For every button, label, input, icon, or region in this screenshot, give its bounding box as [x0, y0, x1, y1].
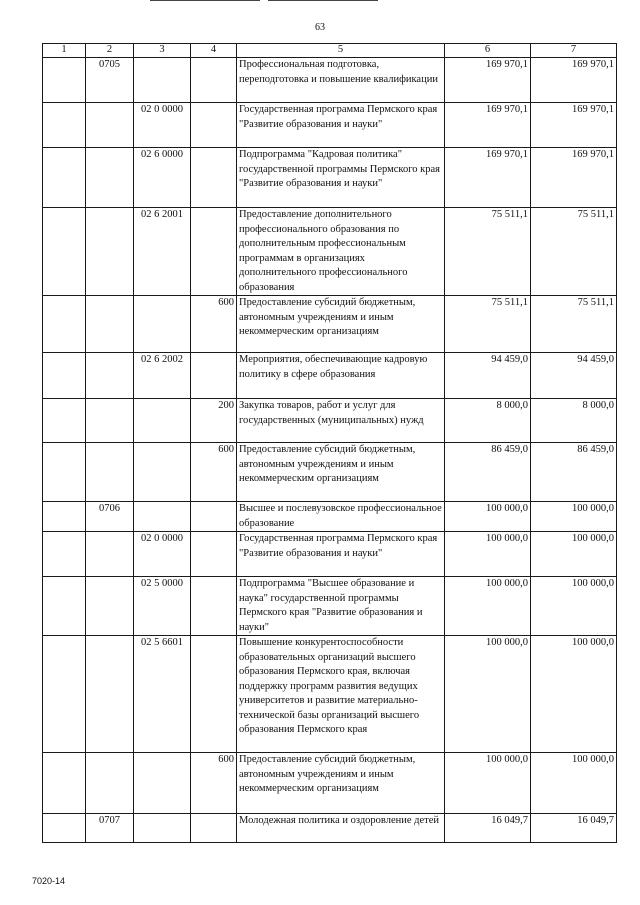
- cell-expense-type: [191, 208, 237, 296]
- table-row: [43, 399, 617, 443]
- cell-section: 0707: [86, 814, 134, 843]
- cell-expense-type: [191, 577, 237, 636]
- cell-section: 0705: [86, 58, 134, 103]
- table-row: [43, 208, 617, 296]
- cell-section: [86, 296, 134, 353]
- cell-section: [86, 399, 134, 443]
- cell-col-1: [43, 636, 86, 753]
- table-row: [43, 636, 617, 753]
- cell-article: [134, 296, 191, 353]
- cell-expense-type: [191, 502, 237, 532]
- cell-amount-6: 75 511,1: [445, 296, 531, 353]
- cell-name: Предоставление субсидий бюджетным, автономным учреждениям и иным некоммерческим организациям: [237, 296, 445, 353]
- cell-amount-6: 100 000,0: [445, 577, 531, 636]
- cell-amount-7: 75 511,1: [531, 208, 617, 296]
- cell-expense-type: [191, 148, 237, 208]
- cell-name: Предоставление субсидий бюджетным, автономным учреждениям и иным некоммерческим организациям: [237, 753, 445, 814]
- table-row: [43, 577, 617, 636]
- cell-col-1: [43, 532, 86, 577]
- table-row: [43, 148, 617, 208]
- cell-amount-6: 169 970,1: [445, 103, 531, 148]
- cell-name: Закупка товаров, работ и услуг для государственных (муниципальных) нужд: [237, 399, 445, 443]
- cell-amount-6: 169 970,1: [445, 148, 531, 208]
- cell-amount-6: 100 000,0: [445, 502, 531, 532]
- cell-article: [134, 399, 191, 443]
- cell-section: [86, 353, 134, 399]
- cell-name: Повышение конкурентоспособности образовательных организаций высшего образования Пермского края, включая поддержку программ развития ведущих университетов и развитие материально-технической базы организаций высшего образования Пермского края: [237, 636, 445, 753]
- header-col-2: 2: [86, 44, 134, 58]
- cell-col-1: [43, 296, 86, 353]
- table-row: [43, 58, 617, 103]
- cell-name: Предоставление дополнительного профессионального образования по дополнительным профессиональным программам в организациях дополнительного профессионального образования: [237, 208, 445, 296]
- cell-name: Молодежная политика и оздоровление детей: [237, 814, 445, 843]
- header-col-1: 1: [43, 44, 86, 58]
- cell-article: [134, 502, 191, 532]
- cell-col-1: [43, 103, 86, 148]
- cell-amount-6: 100 000,0: [445, 636, 531, 753]
- cell-expense-type: 600: [191, 443, 237, 502]
- cell-amount-6: 86 459,0: [445, 443, 531, 502]
- cell-col-1: [43, 58, 86, 103]
- cell-amount-6: 100 000,0: [445, 532, 531, 577]
- cell-section: [86, 753, 134, 814]
- cell-amount-7: 16 049,7: [531, 814, 617, 843]
- cell-expense-type: [191, 814, 237, 843]
- cell-name: Государственная программа Пермского края "Развитие образования и науки": [237, 532, 445, 577]
- cell-amount-6: 100 000,0: [445, 753, 531, 814]
- cell-name: Высшее и послевузовское профессиональное образование: [237, 502, 445, 532]
- cell-col-1: [43, 399, 86, 443]
- cell-name: Подпрограмма "Кадровая политика" государственной программы Пермского края "Развитие образования и науки": [237, 148, 445, 208]
- cell-expense-type: [191, 353, 237, 399]
- cell-name: Подпрограмма "Высшее образование и наука" государственной программы Пермского края "Развитие образования и науки": [237, 577, 445, 636]
- header-col-4: 4: [191, 44, 237, 58]
- cell-name: Предоставление субсидий бюджетным, автономным учреждениям и иным некоммерческим организациям: [237, 443, 445, 502]
- cell-amount-6: 16 049,7: [445, 814, 531, 843]
- header-col-7: 7: [531, 44, 617, 58]
- cell-expense-type: 600: [191, 296, 237, 353]
- cell-article: 02 5 6601: [134, 636, 191, 753]
- page-number: 63: [315, 22, 325, 33]
- budget-table: [42, 43, 617, 843]
- cell-section: [86, 443, 134, 502]
- cell-amount-7: 94 459,0: [531, 353, 617, 399]
- cell-expense-type: 600: [191, 753, 237, 814]
- cell-col-1: [43, 753, 86, 814]
- cell-article: 02 5 0000: [134, 577, 191, 636]
- cell-amount-7: 86 459,0: [531, 443, 617, 502]
- table-row: [43, 532, 617, 577]
- cell-expense-type: [191, 532, 237, 577]
- cell-name: Профессиональная подготовка, переподготовка и повышение квалификации: [237, 58, 445, 103]
- table-row: [43, 753, 617, 814]
- cell-col-1: [43, 353, 86, 399]
- table-row: [43, 443, 617, 502]
- cell-amount-7: 100 000,0: [531, 636, 617, 753]
- table-row: [43, 502, 617, 532]
- cell-amount-6: 169 970,1: [445, 58, 531, 103]
- scan-edge-mark: [268, 0, 378, 1]
- cell-col-1: [43, 148, 86, 208]
- cell-amount-7: 100 000,0: [531, 532, 617, 577]
- cell-amount-6: 8 000,0: [445, 399, 531, 443]
- cell-article: 02 6 0000: [134, 148, 191, 208]
- cell-article: [134, 443, 191, 502]
- cell-col-1: [43, 208, 86, 296]
- cell-amount-7: 100 000,0: [531, 502, 617, 532]
- cell-article: 02 6 2001: [134, 208, 191, 296]
- cell-section: 0706: [86, 502, 134, 532]
- cell-article: [134, 753, 191, 814]
- cell-section: [86, 532, 134, 577]
- cell-article: 02 0 0000: [134, 532, 191, 577]
- scan-edge-mark: [150, 0, 260, 1]
- cell-col-1: [43, 814, 86, 843]
- cell-section: [86, 636, 134, 753]
- cell-col-1: [43, 443, 86, 502]
- cell-amount-7: 100 000,0: [531, 577, 617, 636]
- cell-amount-7: 8 000,0: [531, 399, 617, 443]
- cell-expense-type: [191, 103, 237, 148]
- table-row: [43, 103, 617, 148]
- header-col-5: 5: [237, 44, 445, 58]
- cell-amount-7: 75 511,1: [531, 296, 617, 353]
- table-row: [43, 296, 617, 353]
- cell-article: [134, 814, 191, 843]
- cell-amount-6: 94 459,0: [445, 353, 531, 399]
- cell-amount-7: 169 970,1: [531, 103, 617, 148]
- cell-article: 02 6 2002: [134, 353, 191, 399]
- cell-article: [134, 58, 191, 103]
- cell-amount-7: 169 970,1: [531, 148, 617, 208]
- cell-expense-type: 200: [191, 399, 237, 443]
- header-col-6: 6: [445, 44, 531, 58]
- header-col-3: 3: [134, 44, 191, 58]
- header-row: [43, 44, 617, 58]
- cell-section: [86, 577, 134, 636]
- cell-article: 02 0 0000: [134, 103, 191, 148]
- cell-section: [86, 208, 134, 296]
- cell-col-1: [43, 577, 86, 636]
- cell-section: [86, 103, 134, 148]
- document-code: 7020-14: [32, 876, 66, 886]
- table-row: [43, 814, 617, 843]
- cell-name: Государственная программа Пермского края "Развитие образования и науки": [237, 103, 445, 148]
- table-row: [43, 353, 617, 399]
- cell-amount-7: 100 000,0: [531, 753, 617, 814]
- cell-amount-7: 169 970,1: [531, 58, 617, 103]
- cell-col-1: [43, 502, 86, 532]
- cell-expense-type: [191, 636, 237, 753]
- cell-expense-type: [191, 58, 237, 103]
- cell-section: [86, 148, 134, 208]
- cell-name: Мероприятия, обеспечивающие кадровую политику в сфере образования: [237, 353, 445, 399]
- cell-amount-6: 75 511,1: [445, 208, 531, 296]
